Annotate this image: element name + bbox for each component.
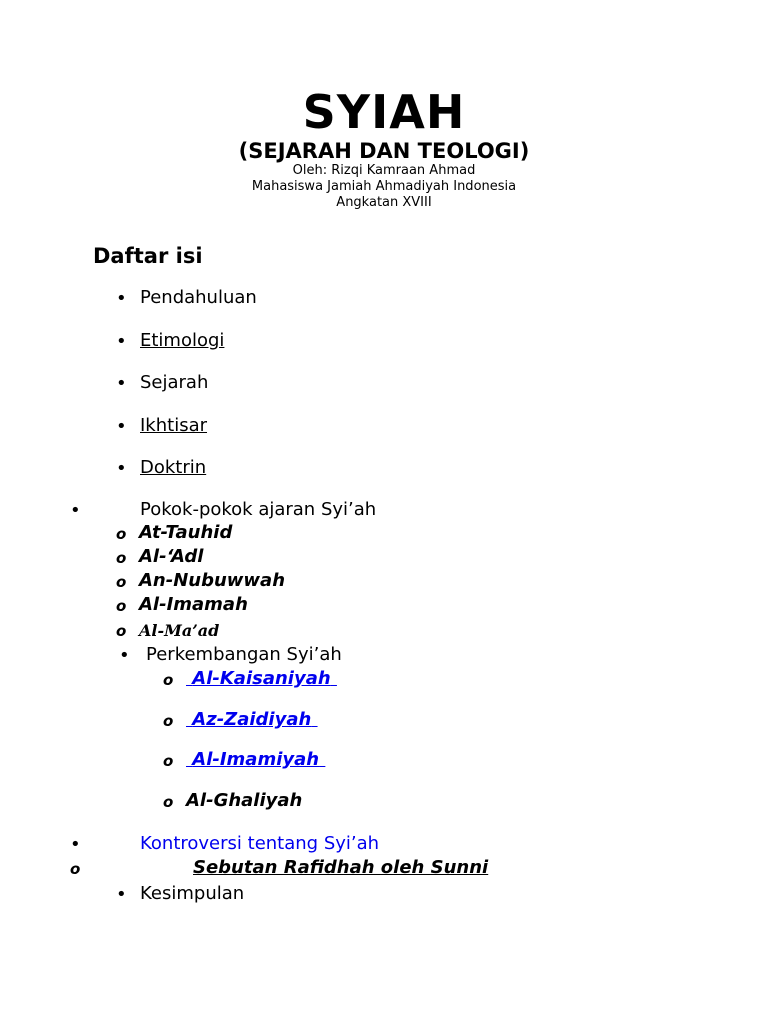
toc-link-az-zaidiyah[interactable] bbox=[186, 709, 318, 731]
subitem-sebutan-rafidhah: Sebutan Rafidhah oleh Sunni bbox=[193, 857, 489, 878]
toc-item-kesimpulan: Kesimpulan bbox=[140, 883, 245, 904]
subitem-al-ghaliyah: Al-Ghaliyah bbox=[186, 790, 303, 811]
link-text: Al-Kaisaniyah bbox=[192, 668, 331, 689]
toc-link-al-imamiyah[interactable] bbox=[186, 749, 325, 771]
bullet-icon: • bbox=[116, 884, 127, 905]
hollow-bullet-icon: o bbox=[163, 712, 174, 730]
hollow-bullet-icon: o bbox=[116, 597, 127, 615]
document-subtitle: (SEJARAH DAN TEOLOGI) bbox=[238, 139, 530, 163]
bullet-icon: • bbox=[116, 288, 127, 309]
link-text: Az-Zaidiyah bbox=[192, 709, 312, 730]
toc-link-al-kaisaniyah[interactable] bbox=[186, 668, 337, 690]
batch-line: Angkatan XVIII bbox=[336, 195, 432, 210]
toc-link-kontroversi[interactable]: Kontroversi tentang Syi’ah bbox=[140, 833, 380, 854]
hollow-bullet-icon: o bbox=[116, 525, 127, 543]
toc-heading: Daftar isi bbox=[93, 244, 203, 268]
toc-item-perkembangan: Perkembangan Syi’ah bbox=[146, 644, 342, 665]
author-line: Oleh: Rizqi Kamraan Ahmad bbox=[292, 163, 476, 178]
link-text: Al-Imamiyah bbox=[192, 749, 320, 770]
bullet-icon: • bbox=[116, 373, 127, 394]
bullet-icon: • bbox=[116, 331, 127, 352]
hollow-bullet-icon: o bbox=[116, 549, 127, 567]
document-title: SYIAH bbox=[302, 85, 466, 139]
toc-link-etimologi[interactable]: Etimologi bbox=[140, 330, 225, 351]
hollow-bullet-icon: o bbox=[163, 671, 174, 689]
hollow-bullet-icon: o bbox=[116, 573, 127, 591]
bullet-icon: • bbox=[116, 416, 127, 437]
affiliation-line: Mahasiswa Jamiah Ahmadiyah Indonesia bbox=[251, 179, 517, 194]
hollow-bullet-icon: o bbox=[116, 622, 127, 640]
subitem-al-maad: Al-Ma’ad bbox=[139, 621, 220, 640]
subitem-an-nubuwwah: An-Nubuwwah bbox=[139, 570, 286, 591]
toc-link-ikhtisar[interactable]: Ikhtisar bbox=[140, 415, 208, 436]
toc-item-pendahuluan: Pendahuluan bbox=[140, 287, 257, 308]
subitem-al-imamah: Al-Imamah bbox=[139, 594, 248, 615]
bullet-icon: • bbox=[70, 500, 81, 521]
hollow-bullet-icon: o bbox=[70, 860, 81, 878]
subitem-at-tauhid: At-Tauhid bbox=[139, 522, 233, 543]
hollow-bullet-icon: o bbox=[163, 752, 174, 770]
hollow-bullet-icon: o bbox=[163, 793, 174, 811]
bullet-icon: • bbox=[70, 834, 81, 855]
bullet-icon: • bbox=[116, 458, 127, 479]
toc-item-sejarah: Sejarah bbox=[140, 372, 209, 393]
toc-item-pokok-ajaran: Pokok-pokok ajaran Syi’ah bbox=[140, 499, 377, 520]
subitem-al-adl: Al-‘Adl bbox=[139, 546, 204, 567]
toc-link-doktrin[interactable]: Doktrin bbox=[140, 457, 207, 478]
bullet-icon: • bbox=[119, 645, 130, 666]
